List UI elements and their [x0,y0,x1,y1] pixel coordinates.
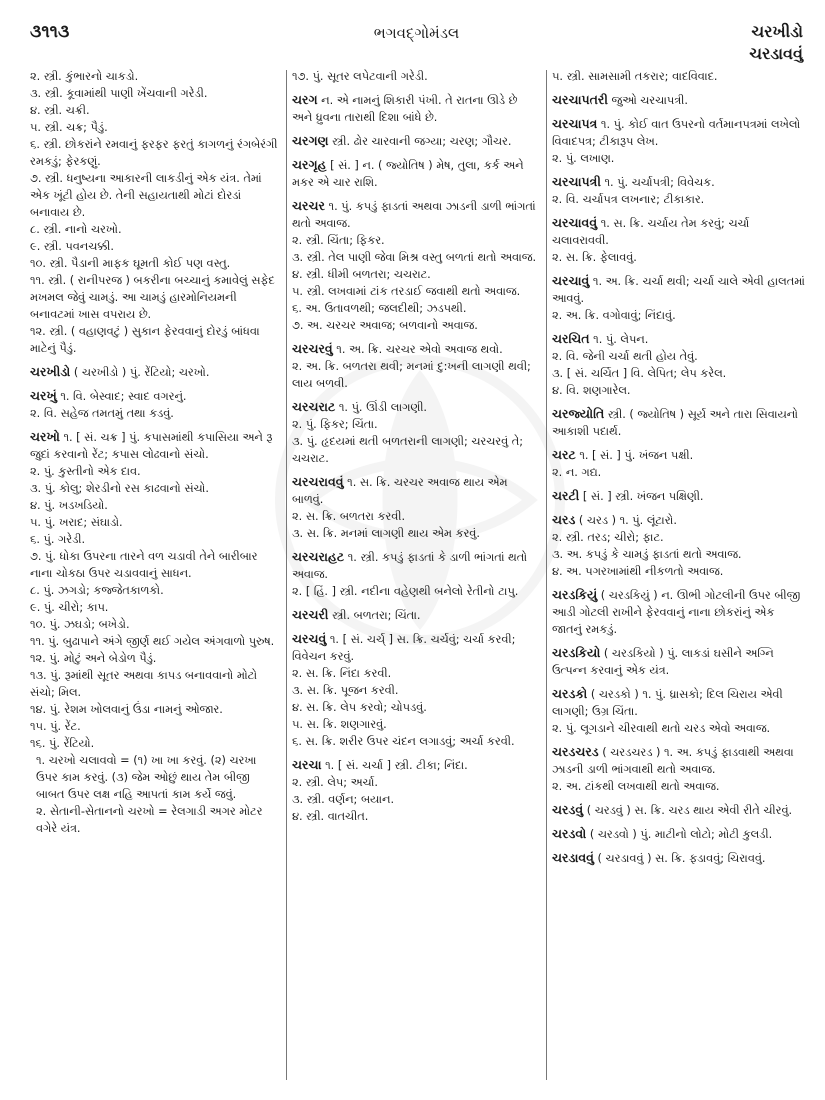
entry-sense [292,665,540,682]
dictionary-entry [30,363,280,381]
headword: ચરગૃહ [292,157,327,172]
entry-sense [552,365,805,382]
dictionary-entry [292,606,540,624]
headword: ચરચાપતરી [552,92,608,107]
entry-sense [292,508,540,525]
entry-text: ૨. સ. ક્રિ. નિંદા કરવી. [292,667,392,680]
entry-text: ૧૧. સ્ત્રી. ( રાનીપરજ ) બકરીના બચ્ચાનું કમાવેલું સફેદ મખમલ જેવું ચામડું. આ ચામડું હારમોનિયમની બનાવટમાં ખાસ વપરાય છે. [30,274,275,321]
entry-text: ૧. સ. ક્રિ. ચર્ચાય તેમ કરવું; ચર્ચા ચલાવરાવવી. [552,217,750,247]
entry-text: ૬. પું. ગરેડી. [30,533,86,546]
entry-text: ૨. સ. ક્રિ. ફેલાવવું. [552,251,637,264]
entry-columns [30,68,805,1090]
entry-text: ૧. વિ. બેસ્વાદ; સ્વાદ વગરનું. [56,390,187,403]
dictionary-entry [552,644,805,679]
entry-sense [552,546,805,563]
entry-text: ૩. સ્ત્રી. કૂવામાંથી પાણી ખેંચવાની ગરેડી. [30,87,208,100]
entry-text: ( ચરડાવવું ) સ. ક્રિ. ફડાવવું; ચિરાવવું. [593,852,766,865]
entry-sense [552,249,805,266]
dictionary-entry [552,214,805,249]
page-title: ભગવદ્ગોમંડલ [373,24,460,42]
headword: ચરચરાહટ [292,549,345,564]
dictionary-entry [552,272,805,307]
entry-text: ( ચરડકો ) ૧. પું. ધ્રાસકો; દિલ ચિરાય એવી લાગણી; ઉગ્ર ચિંતા. [552,688,783,718]
entry-sense [292,433,540,467]
headword: ચરખું [30,388,57,403]
entry-sense [292,416,540,433]
dictionary-entry [552,330,805,348]
entry-text: ૪. વિ. શણગારેલ. [552,384,631,397]
entry-text: ૮. પું. ઝગડો; કજ્જેતકાળકો. [30,584,164,597]
entry-text: ૨. સ્ત્રી. કુંભારનો ચાકડો. [30,70,139,83]
entry-sense [30,803,280,837]
entry-sense [552,464,805,481]
entry-text: ૧૭. પું. સૂતર લપેટવાની ગરેડી. [292,70,428,83]
dictionary-entry [552,173,805,191]
entry-text: ૫. સ્ત્રી. લખવામાં ટાંક તરડાઈ જવાથી થતો અવાજ. [292,285,521,298]
entry-text: ૪. સ્ત્રી. ધીમી બળતરા; ચચરાટ. [292,268,431,281]
entry-sense [30,238,280,255]
dictionary-entry [552,405,805,440]
dictionary-entry [552,586,805,638]
entry-sense [552,348,805,365]
entry-sense [30,221,280,238]
entry-text: ૪. સ્ત્રી. વાતચીત. [292,810,369,823]
entry-text: ૩. [ સં. ચર્ચિત ] વિ. લેપિત; લેપ કરેલ. [552,367,727,380]
entry-sense [552,150,805,167]
entry-text: ૨. ન. ગદ્ય. [552,466,602,479]
entry-text: ૩. સ. ક્રિ. પૂજન કરવી. [292,684,399,697]
entry-text: ૧. પું. લેપન. [589,333,649,346]
entry-text: ૪. અ. પગરખામાંથી નીકળતો અવાજ. [552,565,724,578]
entry-sense [30,735,280,752]
headword: ચરચરી [292,607,329,622]
dictionary-entry [552,511,805,529]
entry-text: ૨. અ. ટાંકથી લખવાથી થતો અવાજ. [552,780,720,793]
entry-text: જુઓ ચરચાપત્રી. [607,94,688,107]
entry-text: ૧૩. પું. રૂમાંથી સૂતર અથવા કાપડ બનાવવાનો મોટો સંચો; મિલ. [30,669,258,699]
headword: ચરડવું [552,802,584,817]
entry-text: [ સં. ] ન. ( જ્યોતિષ ) મેષ, તુલા, કર્ક અને મકર એ ચાર રાશિ. [292,159,524,189]
entry-sense [552,307,805,324]
entry-text: ૧. [ સં. ચર્ચ્ ] સ. ક્રિ. ચર્ચવું; ચર્ચા કરવી; વિવેચન કરવું. [292,633,516,663]
entry-sense [292,791,540,808]
dictionary-entry [552,446,805,464]
entry-text: ૨. સ્ત્રી. ચિંતા; ફિકર. [292,234,385,247]
entry-text: ૧. સ. ક્રિ. ચરચર અવાજ થાય એમ બાળવું. [292,476,508,506]
dictionary-entry [552,825,805,843]
entry-text: ૨. પું. ફિકર; ચિંતા. [292,418,378,431]
headword: ચરખો [30,429,60,444]
dictionary-entry [552,91,805,109]
entry-sense [30,85,280,102]
guide-word-last: ચરડાવવું [749,44,803,63]
entry-text: ૩. સ્ત્રી. વર્ણન; બયાન. [292,793,395,806]
entry-text: ( ચરડ ) ૧. પું. લૂંટારો. [575,514,677,527]
headword: ચરડચરડ [552,744,599,759]
entry-text: ૧૦. પું. ઝઘડો; બખેડો. [30,618,130,631]
entry-sense [552,68,805,85]
headword: ચરડવો [552,826,587,841]
entry-text: ૧. [ સં. ચક્ર ] પું. કપાસમાંથી કપાસિયા અને રૂ જુદાં કરવાનો રેંટ; કપાસ લોઢવાનો સંચો. [30,431,273,461]
entry-sense [30,548,280,582]
entry-text: ૨. [ હિં. ] સ્ત્રી. નદીના વહેણથી બનેલો રેતીનો ટાપુ. [292,585,519,598]
entry-sense [292,249,540,266]
entry-text: ૧૨. પું. મોટું અને બેડોળ પૈડું. [30,652,157,665]
entry-sense [552,778,805,795]
entry-text: સ્ત્રી. બળતરા; ચિંતા. [328,609,421,622]
entry-text: ૭. અ. ચરચર અવાજ; બળવાનો અવાજ. [292,319,478,332]
entry-text: ૩. અ. કપડું કે ચામડું ફાડતાં થતો અવાજ. [552,548,742,561]
entry-text: ૧. પું. ચર્ચાપત્રી; વિવેચક. [600,176,715,189]
entry-text: ૪. પું. ખડખડિયો. [30,499,108,512]
entry-text: ૧. [ સં. ] પું. ખંજન પક્ષી. [575,449,694,462]
page-header [30,22,803,68]
dictionary-entry [292,756,540,774]
headword: ચરચરાટ [292,399,336,414]
guide-word-first: ચરખીડો [751,22,803,41]
dictionary-entry [292,398,540,416]
entry-sense [30,752,280,803]
headword: ચરચા [292,757,322,772]
entry-text: ૮. સ્ત્રી. નાનો ચરખો. [30,223,122,236]
entry-sense [30,582,280,599]
entry-text: ૩. પું. કોલુ; શેરડીનો રસ કાઢવાનો સંચો. [30,482,209,495]
entry-text: ૨. પું. કુસ્તીનો એક દાવ. [30,465,141,478]
entry-text: ૨. સ્ત્રી. લેપ; અર્ચા. [292,776,378,789]
entry-text: ( ચરખીડો ) પું. રેંટિયો; ચરખો. [70,366,210,379]
dictionary-entry [30,428,280,463]
entry-sense [292,266,540,283]
entry-sense [30,119,280,136]
entry-text: ૯. પું. ચીરો; કાપ. [30,601,109,614]
headword: ચરખીડો [30,364,71,379]
entry-sense [30,701,280,718]
dictionary-entry [292,132,540,150]
entry-text: ( ચરડકિયો ) પું. લાકડાં ઘસીને અગ્નિ ઉત્પન્ન કરવાનું એક યંત્ર. [552,647,774,677]
entry-text: ૫. સ્ત્રી. સામસામી તકરાર; વાદવિવાદ. [552,70,718,83]
column-3 [552,68,805,1090]
entry-sense [552,382,805,399]
dictionary-entry [292,630,540,665]
entry-sense [292,583,540,600]
entry-text: ૧. પું. કોઈ વાત ઉપરનો વર્તમાનપત્રમાં લખેલો વિવાદપત્ર; ટીકારૂપ લેખ. [552,118,801,148]
dictionary-entry [30,387,280,405]
headword: ચરચરવું [292,341,333,356]
entry-text: ૪. સ. ક્રિ. લેપ કરવો; ચોપડવું. [292,701,427,714]
entry-text: ૬. સ. ક્રિ. શરીર ઉપર ચંદન લગાડવું; અર્ચા કરવી. [292,735,515,748]
entry-text: ૩. પું. હૃદયમાં થતી બળતરાની લાગણી; ચરચરવું તે; ચચરાટ. [292,435,524,465]
page-number: ૩૧૧૩ [30,22,70,42]
entry-text: ૨. અ. ક્રિ. બળતરા થવી; મનમાં દુ:ખની લાગણી થવી; લાય બળવી. [292,360,531,390]
entry-sense [30,255,280,272]
entry-text: ૭. પું. ધોકા ઉપરના તારને વળ ચડાવી તેને બારીબાર નાના ચોકઠા ઉપર ચડાવવાનું સાધન. [30,550,258,580]
headword: ચરચાપત્રી [552,174,601,189]
entry-text: ૧. સ્ત્રી. કપડું ફાડતાં કે ડાળી ભાંગતાં થતો અવાજ. [292,551,528,581]
dictionary-entry [552,115,805,150]
dictionary-entry [292,473,540,508]
entry-sense [292,283,540,300]
entry-sense [30,718,280,735]
entry-text: ( ચરડચરડ ) ૧. અ. કપડું ફાડવાથી અથવા ઝાડની ડાળી ભાંગવાથી થતો અવાજ. [552,746,794,776]
entry-text: ૧૬. પું. રેંટિયો. [30,737,95,750]
entry-sense [292,300,540,317]
entry-sense [30,599,280,616]
entry-sense [292,716,540,733]
entry-text: ૯. સ્ત્રી. પવનચક્કી. [30,240,115,253]
entry-text: ૧. [ સં. ચર્ચા ] સ્ત્રી. ટીકા; નિંદા. [321,759,468,772]
entry-sense [292,733,540,750]
entry-sense [30,514,280,531]
entry-sense [552,529,805,546]
headword: ચરચાવું [552,273,590,288]
entry-text: ૨. વિ. જેની ચર્ચા થતી હોય તેવું. [552,350,698,363]
entry-text: ૧. પું. કપડું ફાડતાં અથવા ઝાડની ડાળી ભાંગતાં થતો અવાજ. [292,200,536,230]
entry-text: ૩. સ્ત્રી. તેલ પાણી જેવા મિશ્ર વસ્તુ બળતાં થતો અવાજ. [292,251,537,264]
entry-sense [292,68,540,85]
entry-sense [30,616,280,633]
entry-sense [30,136,280,170]
dictionary-entry [292,548,540,583]
entry-sense [552,563,805,580]
dictionary-entry [552,801,805,819]
entry-text: ૨. સ. ક્રિ. બળતરા કરવી. [292,510,406,523]
entry-sense [30,480,280,497]
dictionary-entry [292,91,540,126]
entry-text: ૧૨. સ્ત્રી. ( વહાણવટું ) સુકાન ફેરવવાનું દોરડું બાંધવા માટેનું પૈડું. [30,325,260,355]
dictionary-entry [552,743,805,778]
headword: ચરડકિયો [552,645,601,660]
dictionary-entry [292,340,540,358]
entry-sense [30,405,280,422]
entry-text: [ સં. ] સ્ત્રી. ખંજન પક્ષિણી. [579,490,704,503]
entry-sense [292,699,540,716]
headword: ચરચર [292,198,325,213]
entry-text: ૩. સ. ક્રિ. મનમાં લાગણી થાય એમ કરવું. [292,527,480,540]
entry-text: ૧૫. પું. રેંટ. [30,720,81,733]
entry-sense [30,650,280,667]
headword: ચરચરાવવું [292,474,344,489]
dictionary-entry [552,849,805,867]
entry-sense [30,531,280,548]
entry-text: ૧૪. પું. રેશમ ખોલવાનું ઉંડા નામનું ઓજાર. [30,703,223,716]
entry-text: ૭. સ્ત્રી. ધનુષ્યના આકારની લાકડીનું એક યંત્ર. તેમાં એક ખૂંટી હોય છે. તેની સહાયતાથી મોટાં દોરડાં બનાવાય છે. [30,172,262,219]
headword: ચરડાવવું [552,850,594,865]
entry-text: ( ચરડવો ) પું. માટીનો લોટો; મોટી કુલડી. [586,828,773,841]
entry-sense [292,358,540,392]
entry-text: ૨. અ. ક્રિ. વગોવાવું; નિંદાવું. [552,309,676,322]
dictionary-entry [552,487,805,505]
entry-sense [292,774,540,791]
entry-sense [552,720,805,737]
entry-sense [30,633,280,650]
entry-text: ૧. અ. ક્રિ. ચરચર એવો અવાજ થવો. [332,343,503,356]
headword: ચરટ [552,447,576,462]
entry-text: ૧. પું. ઊંડી લાગણી. [335,401,428,414]
dictionary-entry [292,156,540,191]
dictionary-entry [292,197,540,232]
entry-text: ન. એ નામનું શિકારી પંખી. તે રાતના ઊડે છે અને ધ્રુવના તારાથી દિશા બાંધે છે. [292,94,518,124]
entry-sense [292,682,540,699]
column-1 [30,68,280,1090]
entry-text: ૨. સ્ત્રી. તરડ; ચીરો; ફાટ. [552,531,664,544]
dictionary-entry [552,685,805,720]
entry-text: ૨. સેતાની-સેતાનનો ચરખો = રેલગાડી અગર મોટર વગેરે યંત્ર. [36,805,263,835]
entry-text: ૨. પું. લખાણ. [552,152,615,165]
entry-text: ૫. પું. ખરાદ; સંઘાડો. [30,516,123,529]
entry-sense [292,317,540,334]
entry-sense [30,497,280,514]
entry-text: સ્ત્રી. ( જ્યોતિષ ) સૂર્ય અને તારા સિવાયનો આકાશી પદાર્થ. [552,408,798,438]
entry-text: ૧૧. પું. બુઢાપાને અંગે જીર્ણ થઈ ગયેલ અંગવાળો પુરુષ. [30,635,275,648]
headword: ચરગ [292,92,318,107]
entry-text: ૧. ચરખો ચલાવવો = (૧) ખા ખા કરવું. (૨) ચરખા ઉપર કામ કરવું. (૩) જેમ ઓછું થાય તેમ બીજી બાબત ઉપર લક્ષ નહિ આપતાં કામ કર્યે જવું. [36,754,257,801]
headword: ચરગણ [292,133,329,148]
entry-text: ૬. અ. ઉતાવળથી; જલદીથી; ઝડપથી. [292,302,467,315]
headword: ચરચાવવું [552,215,598,230]
headword: ચરડકિયું [552,587,598,602]
entry-text: ૫. સ્ત્રી. ચક્ર; પૈડું. [30,121,108,134]
headword: ચરટી [552,488,580,503]
entry-sense [30,667,280,701]
entry-sense [292,808,540,825]
entry-text: ૨. વિ. ચર્ચાપત્ર લખનાર; ટીકાકાર. [552,193,705,206]
entry-sense [552,191,805,208]
entry-text: ( ચરડવું ) સ. ક્રિ. ચરડ થાય એવી રીતે ચીરવું. [583,804,793,817]
column-2 [292,68,540,1090]
entry-sense [30,463,280,480]
headword: ચરચિત [552,331,590,346]
entry-sense [292,525,540,542]
entry-sense [30,323,280,357]
entry-sense [30,170,280,221]
entry-text: ૧૦. સ્ત્રી. પૈડાની માફક ઘૂમતી કોઈ પણ વસ્તુ. [30,257,231,270]
headword: ચરડકો [552,686,588,701]
entry-text: ૬. સ્ત્રી. છોકરાંને રમવાનું ફરફર ફરતું કાગળનું રંગબેરંગી રમકડું; ફેરકણું. [30,138,278,168]
entry-text: ૨. પું. લૂગડાને ચીરવાથી થતો ચરડ એવો અવાજ. [552,722,771,735]
entry-text: ૨. વિ. સહેજ તમતમું તથા કડવું. [30,407,174,420]
entry-text: ૪. સ્ત્રી. ચક્રી. [30,104,90,117]
headword: ચરજ્યોતિ [552,406,605,421]
entry-sense [30,68,280,85]
headword: ચરચવું [292,631,327,646]
entry-sense [30,102,280,119]
entry-sense [292,232,540,249]
entry-sense [30,272,280,323]
entry-text: ૧. અ. ક્રિ. ચર્ચા થવી; ચર્ચા ચાલે એવી હાલતમાં આવવું. [552,275,805,305]
headword: ચરડ [552,512,576,527]
entry-text: ( ચરડકિયું ) ન. ઊભી ગોટલીની ઉપર બીજી આડી ગોટલી રાખીને ફેરવવાનું નાના છોકરાંનું એક જાતનું રમકડું. [552,589,801,636]
entry-text: સ્ત્રી. ઢોર ચારવાની જગ્યા; ચરણ; ગૌચર. [328,135,512,148]
entry-text: ૫. સ. ક્રિ. શણગારવું. [292,718,387,731]
headword: ચરચાપત્ર [552,116,598,131]
